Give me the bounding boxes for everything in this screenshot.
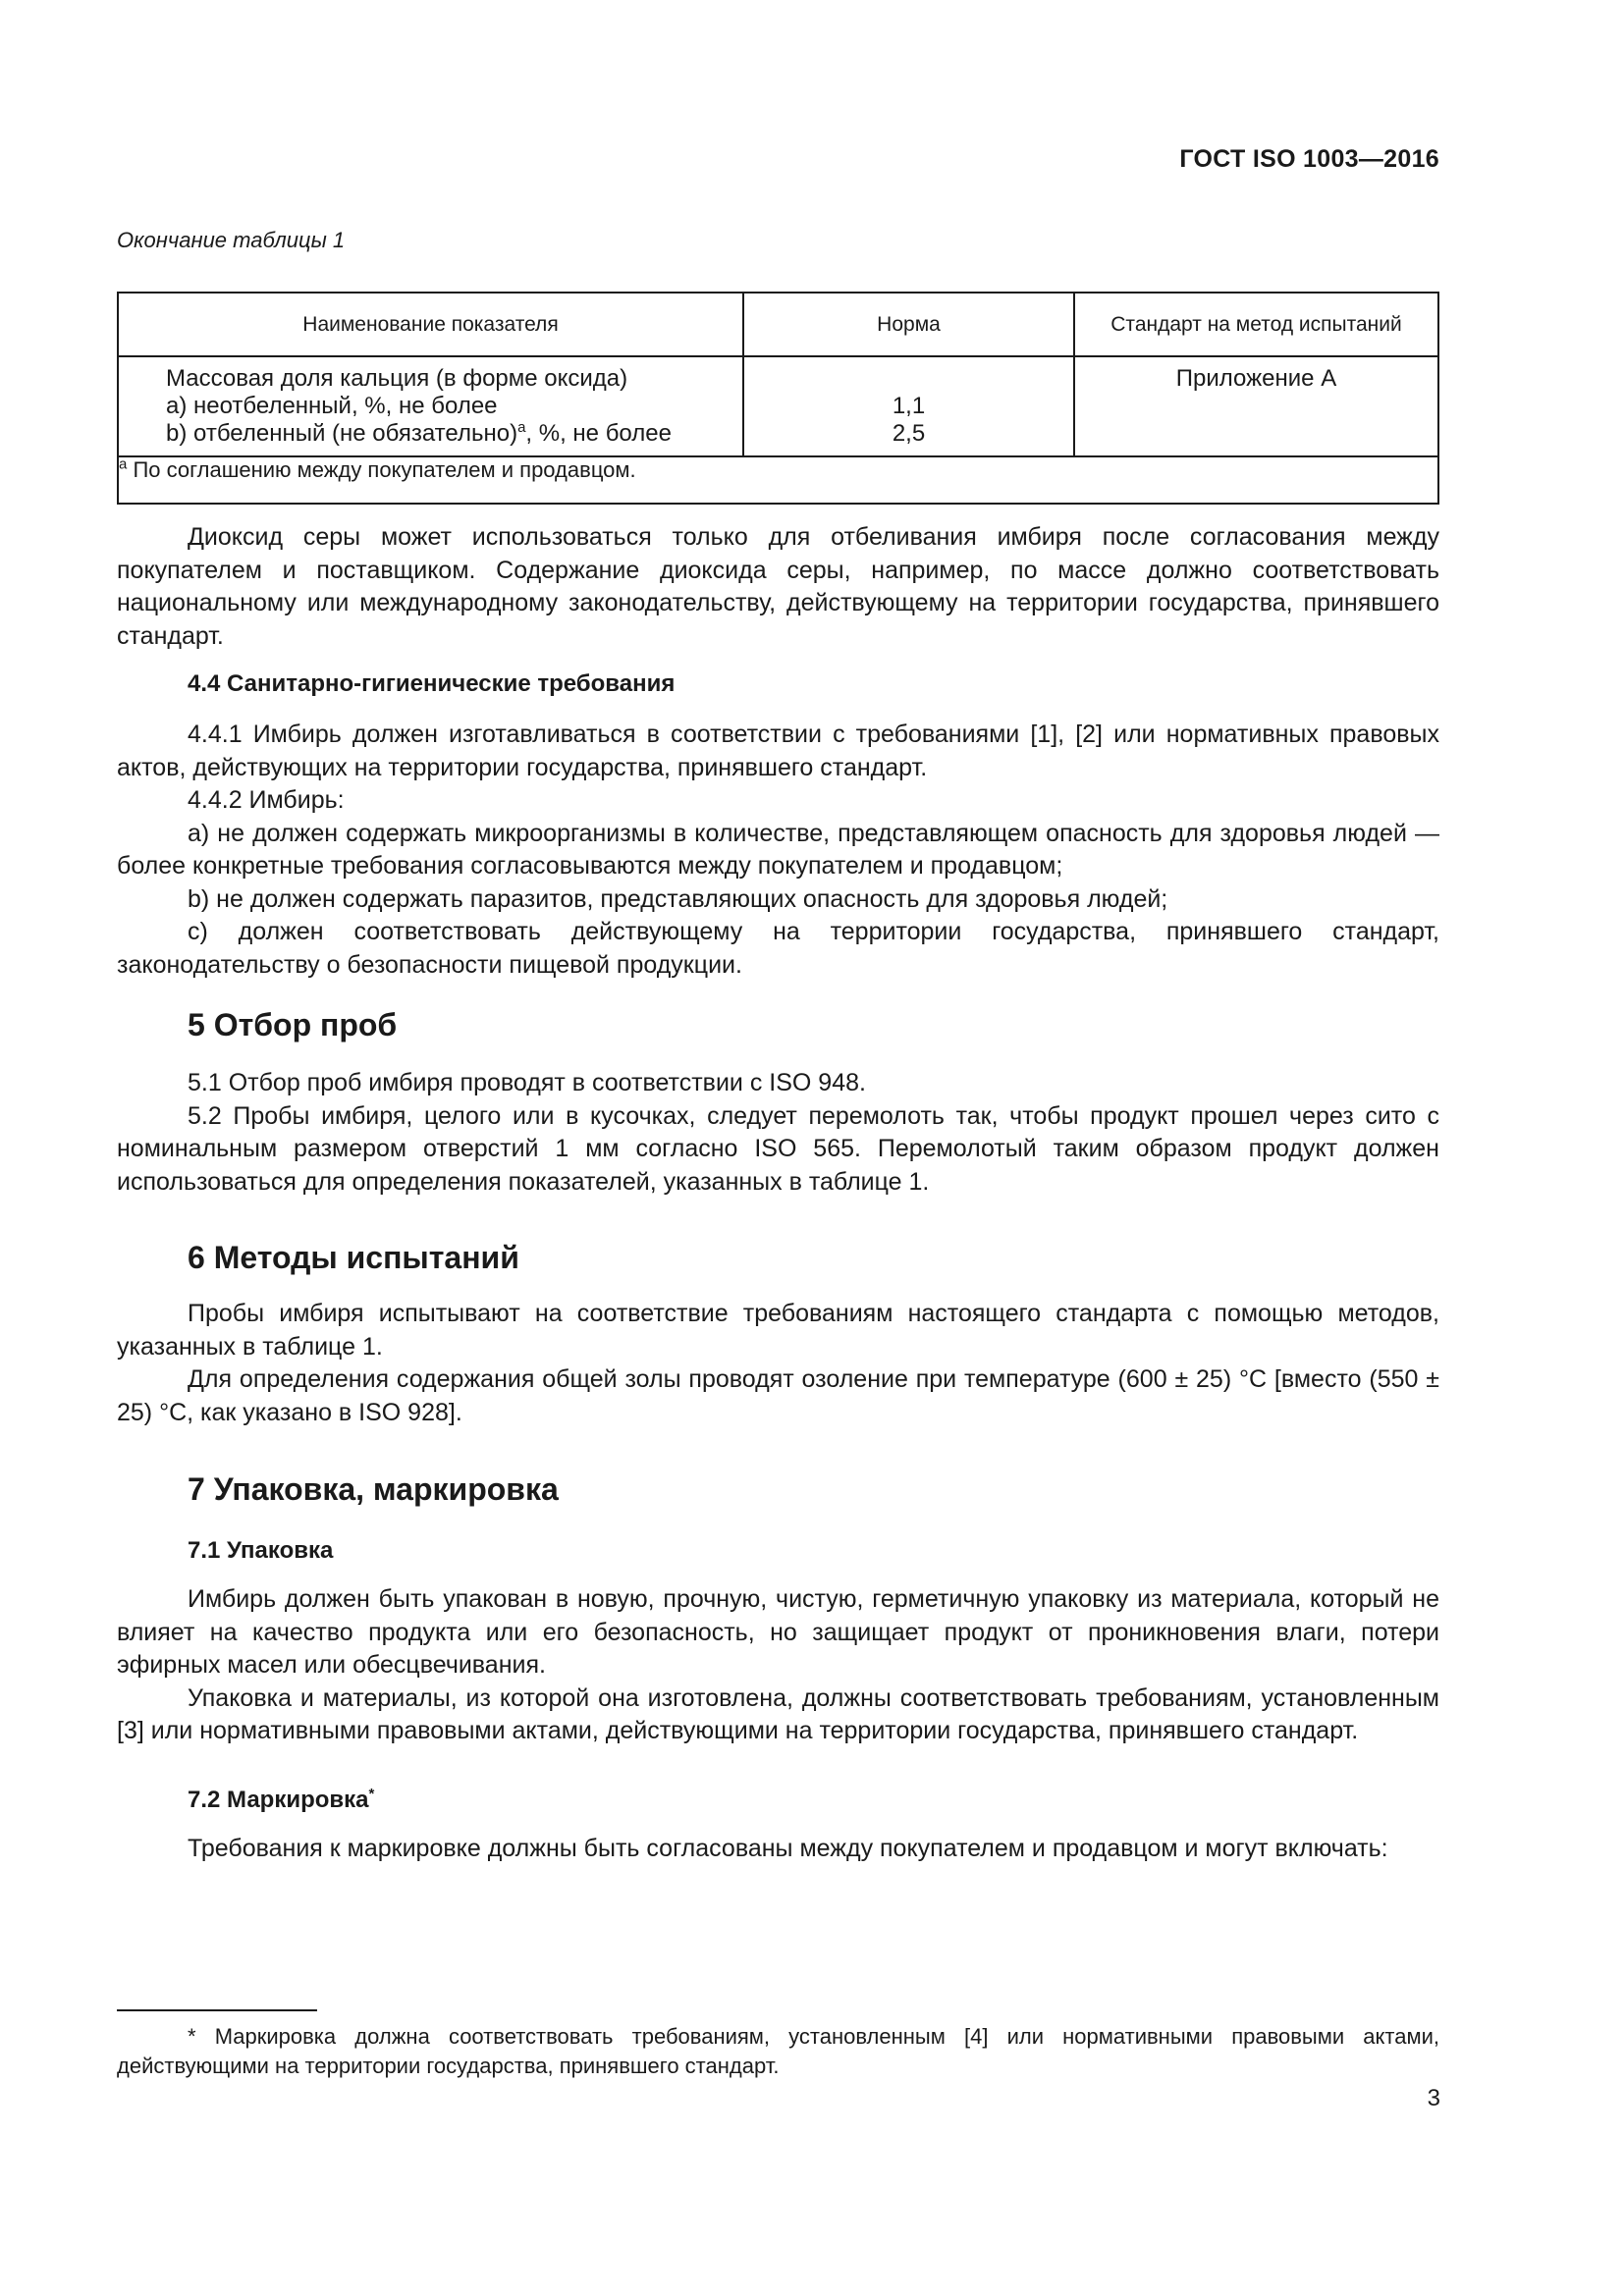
paragraph-4-4-2: 4.4.2 Имбирь: xyxy=(188,786,345,814)
norm-value-b: 2,5 xyxy=(892,420,926,447)
footnote-ref: a xyxy=(517,419,526,436)
section-heading-5: 5 Отбор проб xyxy=(188,1007,398,1042)
table-footnote: $^a$ По соглашению между покупателем и продавцом. xyxy=(118,456,1438,504)
section-5-body xyxy=(117,1067,1439,1199)
requirements-table xyxy=(117,292,1439,505)
list-item-b: b) не должен содержать паразитов, представляющих опасность для здоровья людей; xyxy=(188,884,1168,913)
table-cell-indicator xyxy=(118,356,743,456)
page-footnote: * Маркировка должна соответствовать требованиям, установленным [4] или нормативными правовыми актами, действующими на территории государства, принявшего стандарт. xyxy=(117,2024,1439,2078)
section-heading-4-4: 4.4 Санитарно-гигиенические требования xyxy=(188,670,676,697)
table-cell-norm xyxy=(743,356,1074,456)
paragraph-7-2: Требования к маркировке должны быть согласованы между покупателем и продавцом и могут включать: xyxy=(188,1835,1388,1862)
section-heading-7-1: 7.1 Упаковка xyxy=(188,1537,334,1564)
section-heading-7-2: 7.2 Маркировка* xyxy=(188,1786,375,1813)
footnote-divider xyxy=(117,2009,317,2011)
indicator-item-a: a) неотбеленный, %, не более xyxy=(166,393,498,419)
paragraph-5-2: 5.2 Пробы имбиря, целого или в кусочках, следует перемолоть так, чтобы продукт прошел через сито с номинальным размером отверстий 1 мм согласно ISO 565. Перемолотый таким образом продукт должен использоваться для определения показателей, указанных в таблице 1. xyxy=(117,1101,1439,1196)
paragraph-7-1-a: Имбирь должен быть упакован в новую, прочную, чистую, герметичную упаковку из материала, который не влияет на качество продукта или его безопасность, но защищает продукт от проникновения влаги, потери эфирных масел или обесцвечивания. xyxy=(117,1585,1439,1679)
table-header-row xyxy=(118,293,1438,356)
section-7-1-body xyxy=(117,1583,1439,1748)
paragraph-5-1: 5.1 Отбор проб имбиря проводят в соответствии с ISO 948. xyxy=(188,1069,866,1096)
document-code: ГОСТ ISO 1003—2016 xyxy=(1179,145,1439,173)
list-item-c: c) должен соответствовать действующему на территории государства, принявшего стандарт, законодательству о безопасности пищевой продукции. xyxy=(117,918,1439,979)
heading-footnote-mark: * xyxy=(368,1786,375,1802)
paragraph-sulfur-dioxide: Диоксид серы может использоваться только для отбеливания имбиря после согласования между покупателем и поставщиком. Содержание диоксида серы, например, по массе должно соответствовать национальному или международному законодательству, действующему на территории государства, принявшего стандарт. xyxy=(117,523,1439,650)
paragraph-7-1-b: Упаковка и материалы, из которой она изготовлена, должны соответствовать требованиям, установленным [3] или нормативными правовыми актами, действующими на территории государства, принявшего стандарт. xyxy=(117,1683,1439,1744)
section-heading-6: 6 Методы испытаний xyxy=(188,1240,519,1275)
indicator-item-b: b) отбеленный (не обязательно)$^a$, %, не более xyxy=(166,419,672,447)
table-row xyxy=(118,356,1438,456)
section-4-4-body xyxy=(117,719,1439,982)
method-value: Приложение А xyxy=(1175,365,1337,392)
table-cell-method xyxy=(1074,356,1438,456)
table-header-norm: Норма xyxy=(743,293,1074,356)
norm-value-a: 1,1 xyxy=(892,393,926,419)
section-heading-7: 7 Упаковка, маркировка xyxy=(188,1471,559,1507)
indicator-title: Массовая доля кальция (в форме оксида) xyxy=(166,365,628,392)
paragraph-6-2: Для определения содержания общей золы проводят озоление при температуре (600 ± 25) °С [вместо (550 ± 25) °С, как указано в ISO 928]. xyxy=(117,1365,1439,1426)
table-continuation-label: Окончание таблицы 1 xyxy=(117,228,346,252)
paragraph-4-4-1: 4.4.1 Имбирь должен изготавливаться в соответствии с требованиями [1], [2] или нормативных правовых актов, действующих на территории государства, принявшего стандарт. xyxy=(117,721,1439,781)
table-header-indicator: Наименование показателя xyxy=(118,293,743,356)
table-footnote-row xyxy=(118,456,1438,504)
page-number: 3 xyxy=(1427,2085,1440,2111)
section-6-body xyxy=(117,1298,1439,1429)
table-footnote-mark: a xyxy=(119,455,128,473)
table-header-method: Стандарт на метод испытаний xyxy=(1074,293,1438,356)
section-7-2-body xyxy=(117,1833,1439,1866)
list-item-a: a) не должен содержать микроорганизмы в количестве, представляющем опасность для здоровья людей — более конкретные требования согласовываются между покупателем и продавцом; xyxy=(117,819,1439,880)
paragraph-6-1: Пробы имбиря испытывают на соответствие требованиям настоящего стандарта с помощью методов, указанных в таблице 1. xyxy=(117,1300,1439,1361)
